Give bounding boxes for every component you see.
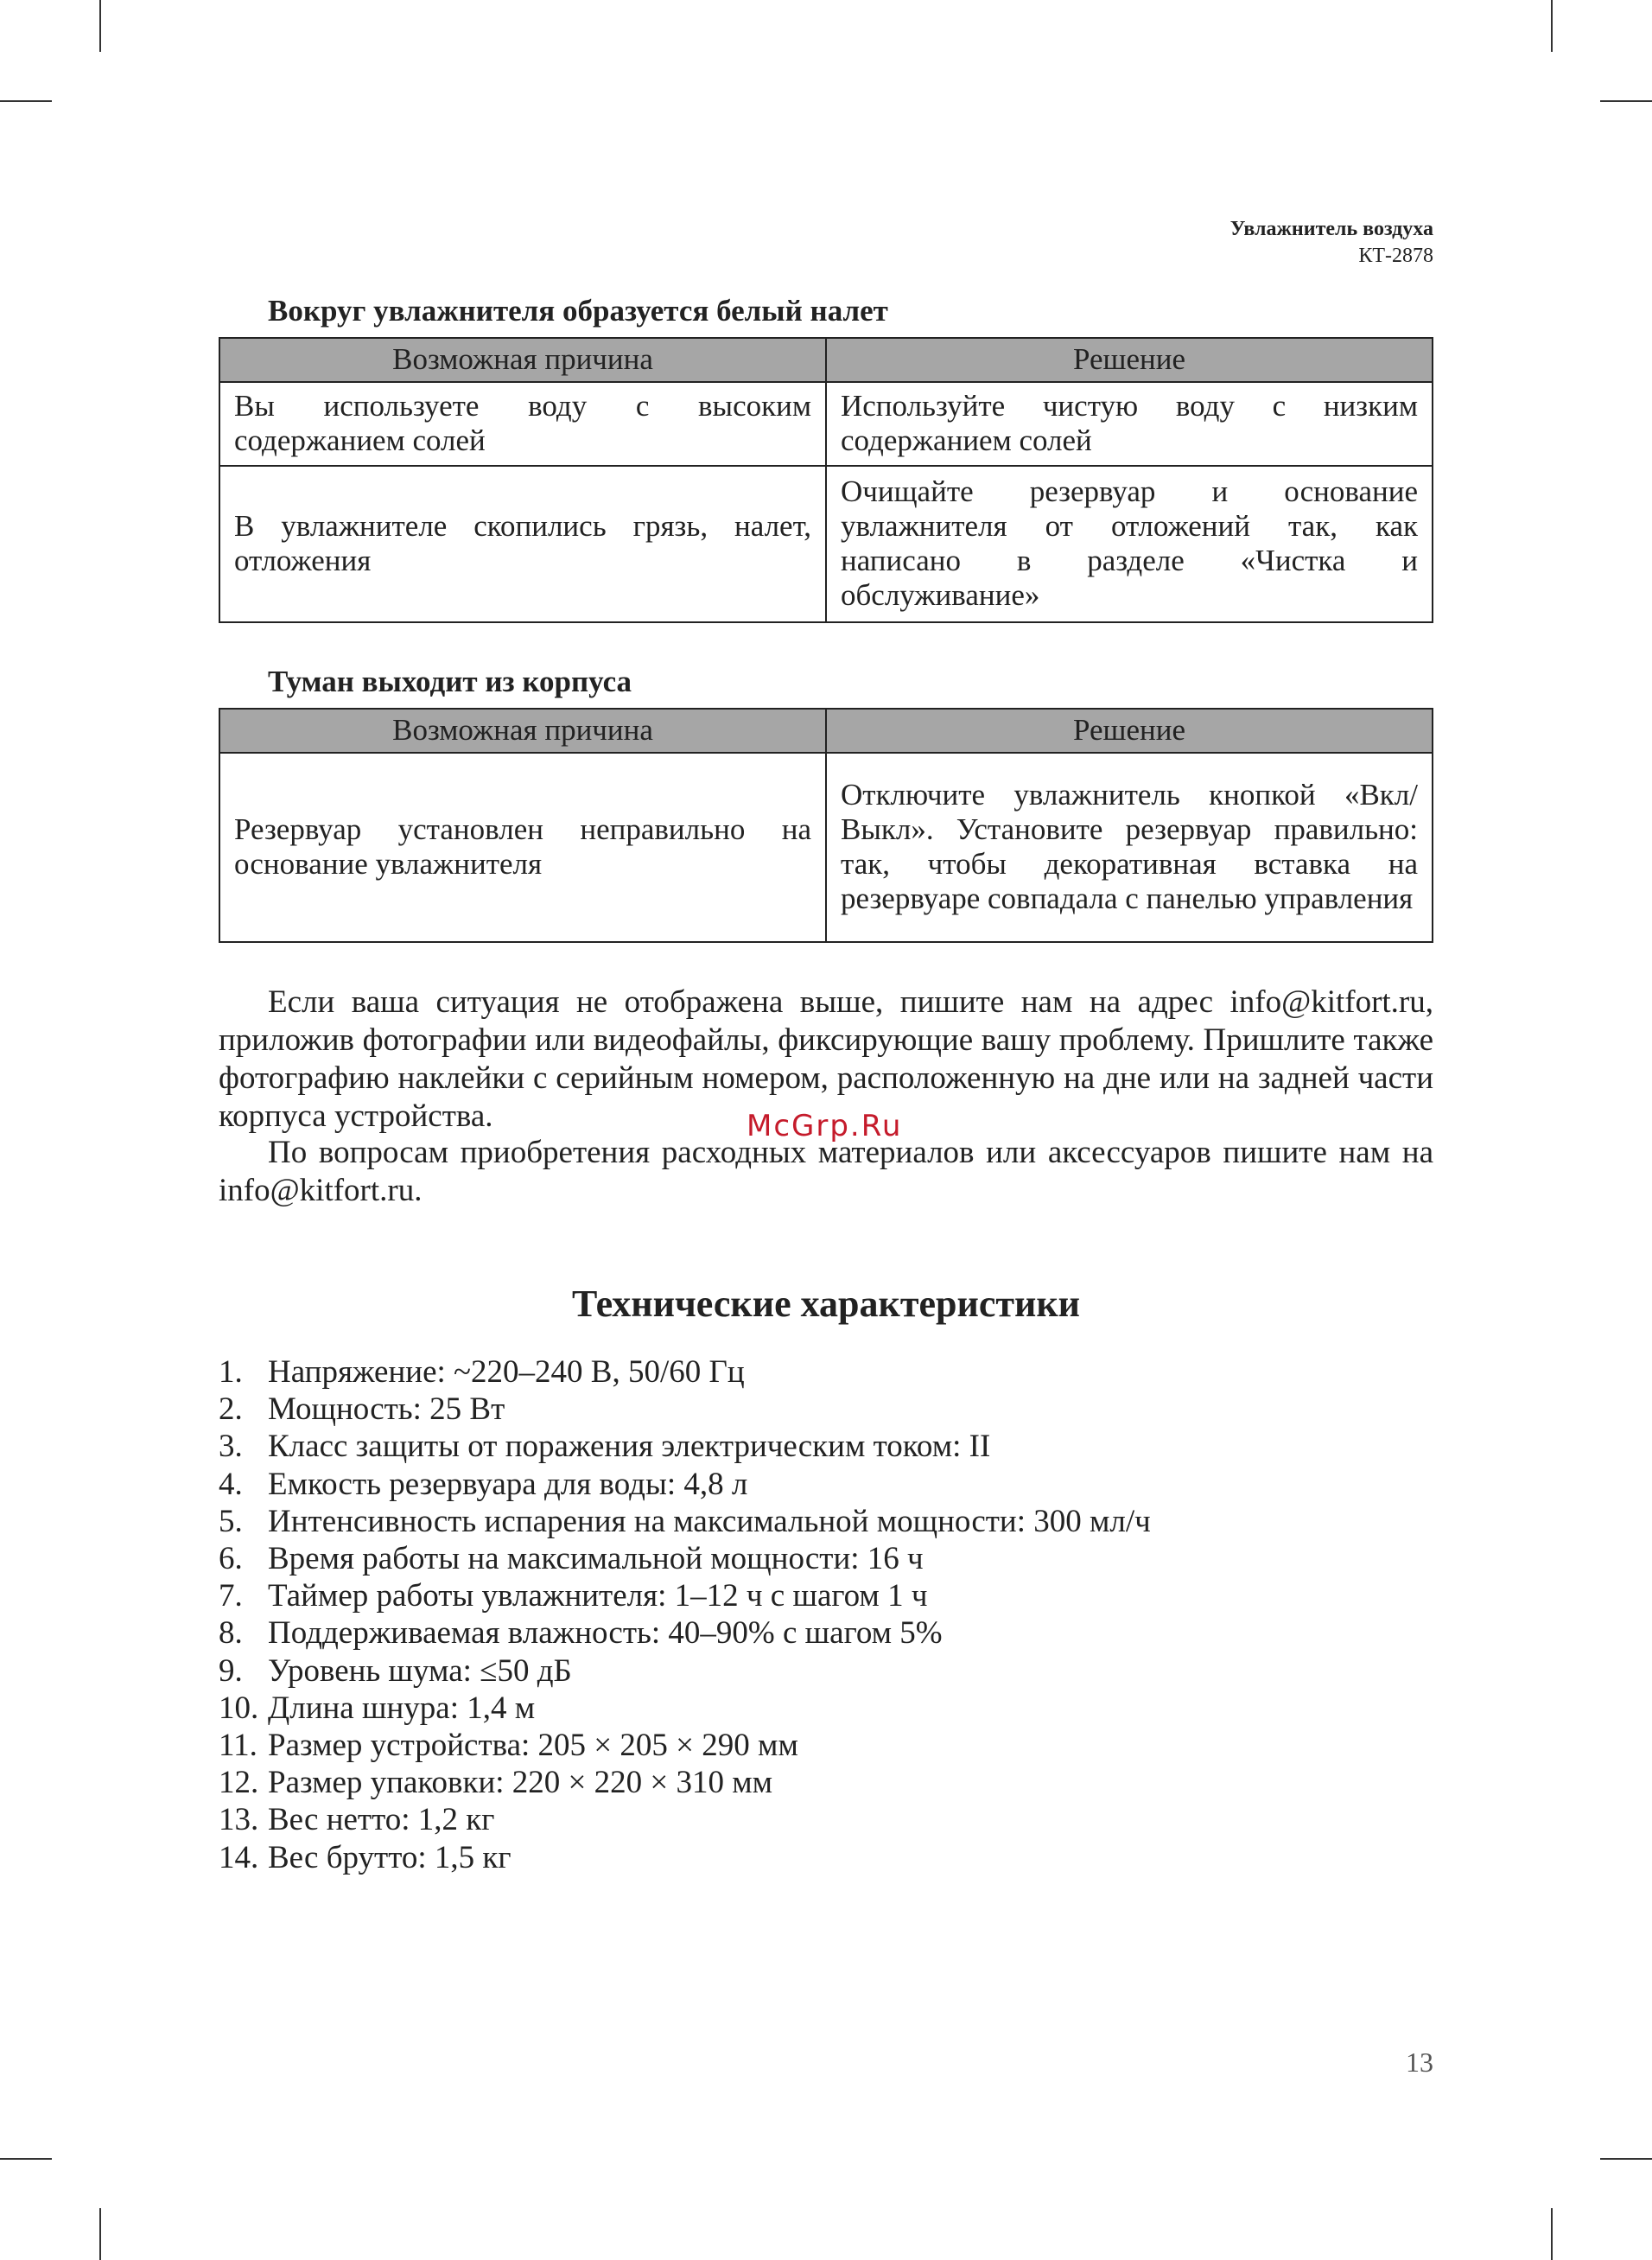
list-item-text: Вес брутто: 1,5 кг — [268, 1839, 511, 1875]
accessories-paragraph-text: По вопросам приобретения расходных материалов или аксессуаров пишите нам на info@kitfort.ru. — [219, 1135, 1433, 1208]
crop-mark — [1551, 2208, 1553, 2260]
list-item — [219, 1652, 1151, 1690]
accessories-paragraph — [219, 1134, 1433, 1210]
list-item-number: 4. — [219, 1466, 243, 1502]
page-number: 13 — [1406, 2047, 1433, 2078]
troubleshooting-table-white-residue — [219, 337, 1433, 623]
list-item — [219, 1540, 1151, 1577]
crop-mark — [0, 2158, 52, 2160]
list-item-text: Мощность: 25 Вт — [268, 1391, 505, 1428]
list-item-text: Класс защиты от поражения электрическим током: II — [268, 1429, 991, 1465]
section-title-mist-from-body: Туман выходит из корпуса — [268, 665, 632, 698]
list-item — [219, 1839, 1151, 1876]
list-item-number: 1. — [219, 1354, 243, 1390]
header-title: Увлажнитель воздуха — [1229, 218, 1433, 240]
crop-mark — [1600, 100, 1652, 102]
crop-mark — [99, 0, 101, 52]
list-item-text: Вес нетто: 1,2 кг — [268, 1802, 495, 1838]
list-item — [219, 1428, 1151, 1465]
column-header-solution: Решение — [826, 709, 1433, 753]
running-header — [1230, 216, 1433, 270]
list-item-number: 9. — [219, 1652, 243, 1689]
cause-cell: Резервуар установлен неправильно на основание увлажнителя — [219, 753, 826, 942]
specs-list — [219, 1353, 1151, 1876]
column-header-cause: Возможная причина — [219, 338, 826, 382]
list-item-number: 8. — [219, 1615, 243, 1652]
solution-cell: Очищайте резервуар и основание увлажнителя от отложений так, как написано в разделе «Чистка и обслуживание» — [826, 466, 1433, 622]
list-item-number: 2. — [219, 1391, 243, 1428]
watermark: McGrp.Ru — [747, 1109, 903, 1143]
solution-cell: Используйте чистую воду с низким содержанием солей — [826, 382, 1433, 466]
list-item-number: 14. — [219, 1839, 259, 1875]
list-item — [219, 1614, 1151, 1652]
list-item-number: 5. — [219, 1503, 243, 1539]
crop-mark — [1600, 2158, 1652, 2160]
list-item-text: Размер устройства: 205 × 205 × 290 мм — [268, 1728, 798, 1764]
list-item-text: Поддерживаемая влажность: 40–90% с шагом 5% — [268, 1615, 943, 1652]
list-item — [219, 1353, 1151, 1391]
table-row — [219, 382, 1433, 466]
list-item — [219, 1801, 1151, 1838]
list-item — [219, 1577, 1151, 1614]
list-item-text: Уровень шума: ≤50 дБ — [268, 1652, 572, 1689]
list-item-number: 6. — [219, 1541, 243, 1577]
column-header-cause: Возможная причина — [219, 709, 826, 753]
table-row — [219, 753, 1433, 942]
list-item — [219, 1690, 1151, 1727]
specs-heading: Технические характеристики — [571, 1283, 1081, 1325]
list-item-text: Таймер работы увлажнителя: 1–12 ч с шагом 1 ч — [268, 1578, 928, 1614]
list-item-number: 3. — [219, 1429, 243, 1465]
header-model: КТ-2878 — [1358, 245, 1433, 267]
list-item-number: 7. — [219, 1578, 243, 1614]
list-item-number: 13. — [219, 1802, 259, 1838]
solution-cell: Отключите увлажнитель кнопкой «Вкл/Выкл». Установите резервуар правильно: так, чтобы декоративная вставка на резервуаре совпадала с панелью управления — [826, 753, 1433, 942]
table-row — [219, 466, 1433, 622]
section-title-white-residue: Вокруг увлажнителя образуется белый налет — [268, 294, 888, 328]
list-item — [219, 1764, 1151, 1801]
list-item-number: 11. — [219, 1728, 257, 1764]
list-item — [219, 1503, 1151, 1540]
list-item-text: Время работы на максимальной мощности: 16 ч — [268, 1541, 924, 1577]
list-item-number: 12. — [219, 1765, 259, 1801]
crop-mark — [0, 100, 52, 102]
list-item-text: Интенсивность испарения на максимальной мощности: 300 мл/ч — [268, 1503, 1151, 1539]
list-item — [219, 1466, 1151, 1503]
troubleshooting-table-mist — [219, 708, 1433, 943]
list-item-text: Емкость резервуара для воды: 4,8 л — [268, 1466, 748, 1502]
list-item-text: Размер упаковки: 220 × 220 × 310 мм — [268, 1765, 773, 1801]
list-item-number: 10. — [219, 1690, 259, 1726]
list-item — [219, 1391, 1151, 1428]
crop-mark — [99, 2208, 101, 2260]
contact-paragraph-text: Если ваша ситуация не отображена выше, пишите нам на адрес info@kitfort.ru, приложив фотографии или видеофайлы, фиксирующие вашу проблему. Пришлите также фотографию наклейки с серийным номером, расположенную на дне или на задней части корпуса устройства. — [219, 984, 1433, 1134]
cause-cell: Вы используете воду с высоким содержанием солей — [219, 382, 826, 466]
list-item-text: Напряжение: ~220–240 В, 50/60 Гц — [268, 1354, 745, 1390]
table-header-row — [219, 709, 1433, 753]
cause-cell: В увлажнителе скопились грязь, налет, отложения — [219, 466, 826, 622]
table-header-row — [219, 338, 1433, 382]
list-item-text: Длина шнура: 1,4 м — [268, 1690, 536, 1726]
crop-mark — [1551, 0, 1553, 52]
list-item — [219, 1727, 1151, 1764]
column-header-solution: Решение — [826, 338, 1433, 382]
